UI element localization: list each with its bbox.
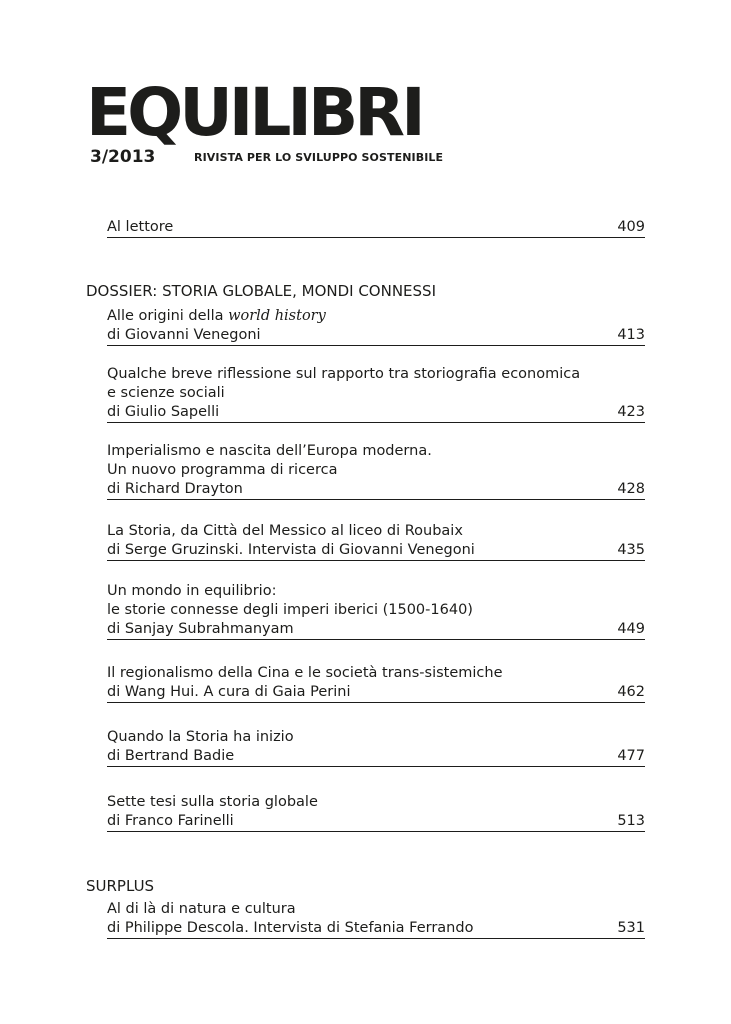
toc-entry[interactable] bbox=[107, 442, 645, 500]
masthead bbox=[86, 74, 466, 168]
entry-author: di Richard Drayton bbox=[107, 481, 243, 497]
page-number: 531 bbox=[617, 920, 645, 936]
toc-entry[interactable] bbox=[107, 900, 645, 939]
entry-title-line-2[interactable]: e scienze sociali bbox=[107, 385, 225, 401]
entry-author: di Philippe Descola. Intervista di Stefania Ferrando bbox=[107, 920, 474, 936]
entry-title-text: Alle origini della bbox=[107, 308, 224, 324]
page-number: 435 bbox=[617, 542, 645, 558]
entry-title[interactable] bbox=[107, 307, 645, 326]
page-number: 462 bbox=[617, 684, 645, 700]
entry-row[interactable] bbox=[107, 218, 645, 238]
toc-entry[interactable] bbox=[107, 664, 645, 703]
entry-author: di Sanjay Subrahmanyam bbox=[107, 621, 294, 637]
entry-title[interactable]: La Storia, da Città del Messico al liceo di Roubaix bbox=[107, 523, 463, 539]
page-number: 423 bbox=[617, 404, 645, 420]
entry-title[interactable]: Quando la Storia ha inizio bbox=[107, 729, 294, 745]
entry-author-row[interactable] bbox=[107, 812, 645, 832]
entry-title[interactable]: Al di là di natura e cultura bbox=[107, 901, 296, 917]
toc-entry[interactable] bbox=[107, 582, 645, 640]
page-number: 477 bbox=[617, 748, 645, 764]
entry-title-line-1[interactable]: Imperialismo e nascita dell’Europa moderna. bbox=[107, 443, 432, 459]
toc-entry[interactable] bbox=[107, 307, 645, 346]
entry-author-row[interactable] bbox=[107, 541, 645, 561]
journal-subtitle: RIVISTA PER LO SVILUPPO SOSTENIBILE bbox=[194, 151, 444, 164]
toc-entry[interactable] bbox=[107, 793, 645, 832]
entry-title-italic: world history bbox=[228, 308, 326, 324]
entry-author: di Bertrand Badie bbox=[107, 748, 235, 764]
entry-author-row[interactable] bbox=[107, 747, 645, 767]
entry-author: di Franco Farinelli bbox=[107, 813, 234, 829]
entry-author: di Giulio Sapelli bbox=[107, 404, 220, 420]
section-heading-surplus: SURPLUS bbox=[86, 877, 155, 895]
entry-author: di Giovanni Venegoni bbox=[107, 327, 261, 343]
entry-title-line-2[interactable]: Un nuovo programma di ricerca bbox=[107, 462, 338, 478]
entry-author-row[interactable] bbox=[107, 620, 645, 640]
page-number: 449 bbox=[617, 621, 645, 637]
page-number: 428 bbox=[617, 481, 645, 497]
entry-title[interactable]: Il regionalismo della Cina e le società trans-sistemiche bbox=[107, 665, 503, 681]
page-number: 409 bbox=[617, 219, 645, 235]
page-number: 413 bbox=[617, 327, 645, 343]
entry-title-line-1[interactable]: Un mondo in equilibrio: bbox=[107, 583, 277, 599]
section-heading-dossier: DOSSIER: STORIA GLOBALE, MONDI CONNESSI bbox=[86, 282, 437, 300]
page-number: 513 bbox=[617, 813, 645, 829]
entry-author-row[interactable] bbox=[107, 403, 645, 423]
entry-author: di Serge Gruzinski. Intervista di Giovanni Venegoni bbox=[107, 542, 475, 558]
entry-title[interactable]: Al lettore bbox=[107, 219, 174, 235]
toc-entry[interactable] bbox=[107, 522, 645, 561]
entry-author-row[interactable] bbox=[107, 919, 645, 939]
issue-number: 3/2013 bbox=[90, 147, 156, 167]
toc-entry[interactable] bbox=[107, 365, 645, 423]
entry-author-row[interactable] bbox=[107, 326, 645, 346]
entry-title-line-2[interactable]: le storie connesse degli imperi iberici (1500-1640) bbox=[107, 602, 473, 618]
toc-entry-intro[interactable] bbox=[107, 218, 645, 238]
entry-title-line-1[interactable]: Qualche breve riflessione sul rapporto tra storiografia economica bbox=[107, 366, 581, 382]
entry-author-row[interactable] bbox=[107, 480, 645, 500]
entry-author-row[interactable] bbox=[107, 683, 645, 703]
entry-author: di Wang Hui. A cura di Gaia Perini bbox=[107, 684, 351, 700]
entry-title[interactable]: Sette tesi sulla storia globale bbox=[107, 794, 318, 810]
toc-entry[interactable] bbox=[107, 728, 645, 767]
journal-title: EQUILIBRI bbox=[86, 74, 422, 151]
